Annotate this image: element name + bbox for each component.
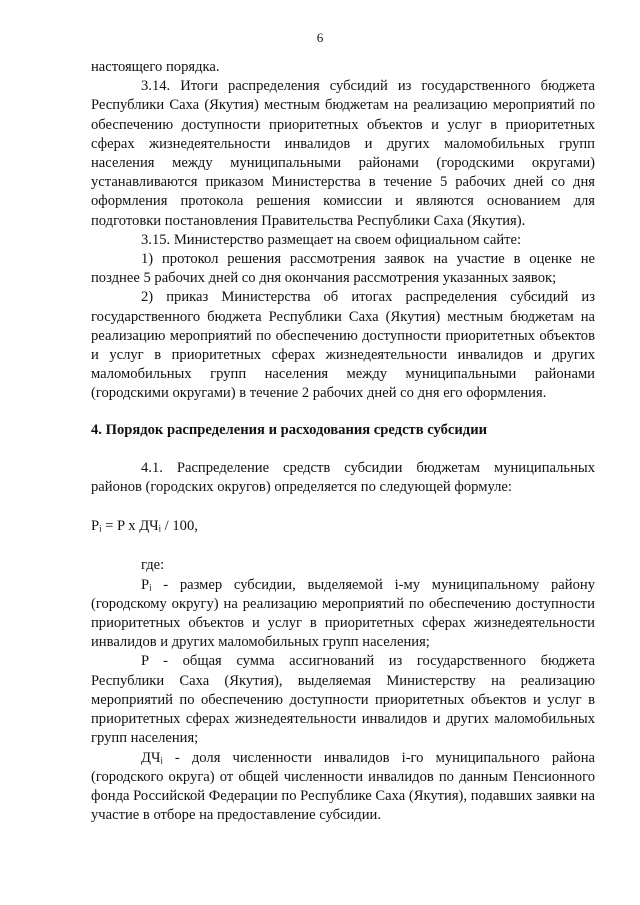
list-item-2: 2) приказ Министерства об итогах распределения субсидий из государственного бюджета Республики Саха (Якутия) местным бюджетам на реализацию мероприятий по обеспечению доступности приоритетных объектов и услуг в приоритетных сферах жизнедеятельности инвалидов и других маломобильных групп населения между муниципальными районами (городскими округами) в течение 2 рабочих дней со дня его оформления. [91,289,595,402]
where-label: где: [141,557,165,574]
definition-pi: Pᵢ - размер субсидии, выделяемой i-му муниципальному району (городскому округу) на реализацию мероприятий по обеспечению доступности приоритетных объектов и услуг в приоритетных сферах жизнедеятельности инвалидов и других маломобильных групп населения; [91,576,595,651]
section-heading: 4. Порядок распределения и расходования средств субсидии [91,421,488,438]
paragraph-continuation: настоящего порядка. [91,59,220,75]
paragraph-3-14: 3.14. Итоги распределения субсидий из государственного бюджета Республики Саха (Якутия) местным бюджетам на реализацию мероприятий по обеспечению доступности приоритетных объектов и услуг в приоритетных сферах жизнедеятельности инвалидов и других маломобильных групп населения между муниципальными районами (городскими округами) устанавливаются приказом Министерства в течение 5 рабочих дней со дня оформления протокола решения комиссии и являются основанием для подготовки постановления Правительства Республики Саха (Якутия). [91,78,595,229]
paragraph-3-15: 3.15. Министерство размещает на своем официальном сайте: [141,231,522,248]
definition-p: P - общая сумма ассигнований из государственного бюджета Республики Саха (Якутия), выделяемая Министерству на реализацию мероприятий по обеспечению доступности приоритетных объектов и услуг в приоритетных сферах жизнедеятельности инвалидов и других маломобильных групп населения; [91,653,595,747]
page-number: 6 [316,30,324,45]
definition-dchi: ДЧᵢ - доля численности инвалидов i-го муниципального района (городского округа) от общей численности инвалидов по данным Пенсионного фонда Российской Федерации по Республике Саха (Якутия), подавших заявки на участие в отборе на предоставление субсидии. [91,749,595,824]
document-body [91,58,595,825]
formula: Pᵢ = P x ДЧᵢ / 100, [91,518,198,535]
list-item-1: 1) протокол решения рассмотрения заявок на участие в оценке не позднее 5 рабочих дней со дня окончания рассмотрения указанных заявок; [91,251,595,287]
paragraph-4-1: 4.1. Распределение средств субсидии бюджетам муниципальных районов (городских округов) определяется по следующей формуле: [91,459,595,496]
